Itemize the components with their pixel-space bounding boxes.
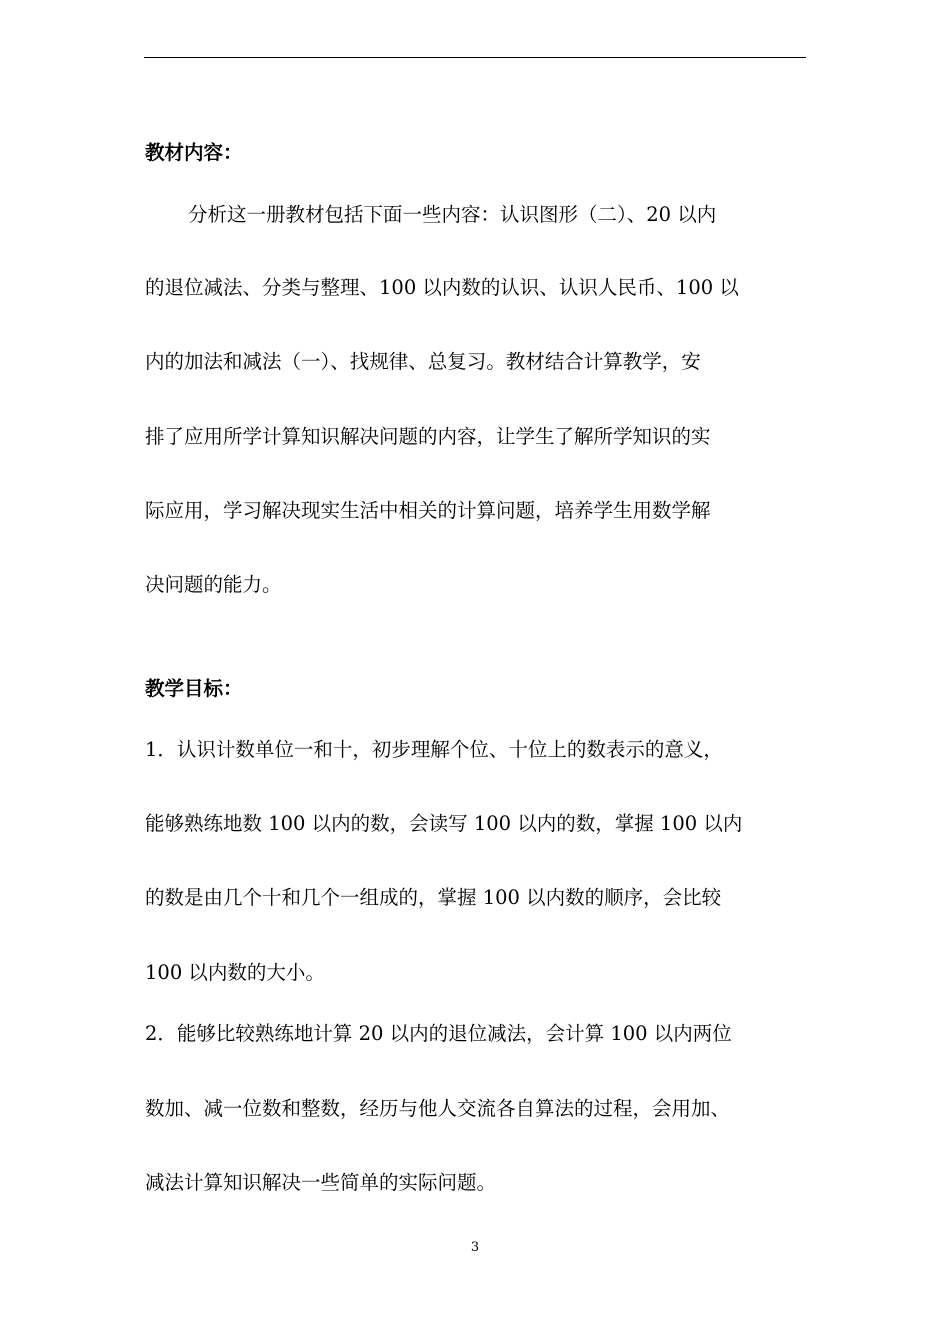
paragraph-line: 内的加法和减法（一）、找规律、总复习。教材结合计算教学，安 — [145, 350, 701, 373]
paragraph-line: 2．能够比较熟练地计算 20 以内的退位减法，会计算 100 以内两位 — [145, 1022, 732, 1045]
paragraph-line: 1．认识计数单位一和十，初步理解个位、十位上的数表示的意义， — [145, 738, 723, 761]
paragraph-line: 减法计算知识解决一些简单的实际问题。 — [145, 1171, 497, 1194]
paragraph-line: 决问题的能力。 — [145, 573, 282, 596]
section-heading-objectives: 教学目标： — [145, 677, 243, 700]
page-number: 3 — [470, 1240, 480, 1255]
paragraph-line: 排了应用所学计算知识解决问题的内容，让学生了解所学知识的实 — [145, 425, 711, 448]
paragraph-line: 能够熟练地数 100 以内的数，会读写 100 以内的数，掌握 100 以内 — [145, 812, 743, 835]
paragraph-line: 的退位减法、分类与整理、100 以内数的认识、认识人民币、100 以 — [145, 276, 739, 299]
header-rule — [144, 57, 806, 58]
paragraph-line: 100 以内数的大小。 — [145, 961, 325, 984]
section-heading-materials: 教材内容： — [145, 141, 243, 164]
paragraph-line: 的数是由几个十和几个一组成的，掌握 100 以内数的顺序，会比较 — [145, 886, 722, 909]
paragraph-line: 分析这一册教材包括下面一些内容：认识图形（二）、20 以内 — [188, 203, 717, 226]
paragraph-line: 数加、减一位数和整数，经历与他人交流各自算法的过程，会用加、 — [145, 1097, 731, 1120]
paragraph-line: 际应用，学习解决现实生活中相关的计算问题，培养学生用数学解 — [145, 499, 711, 522]
